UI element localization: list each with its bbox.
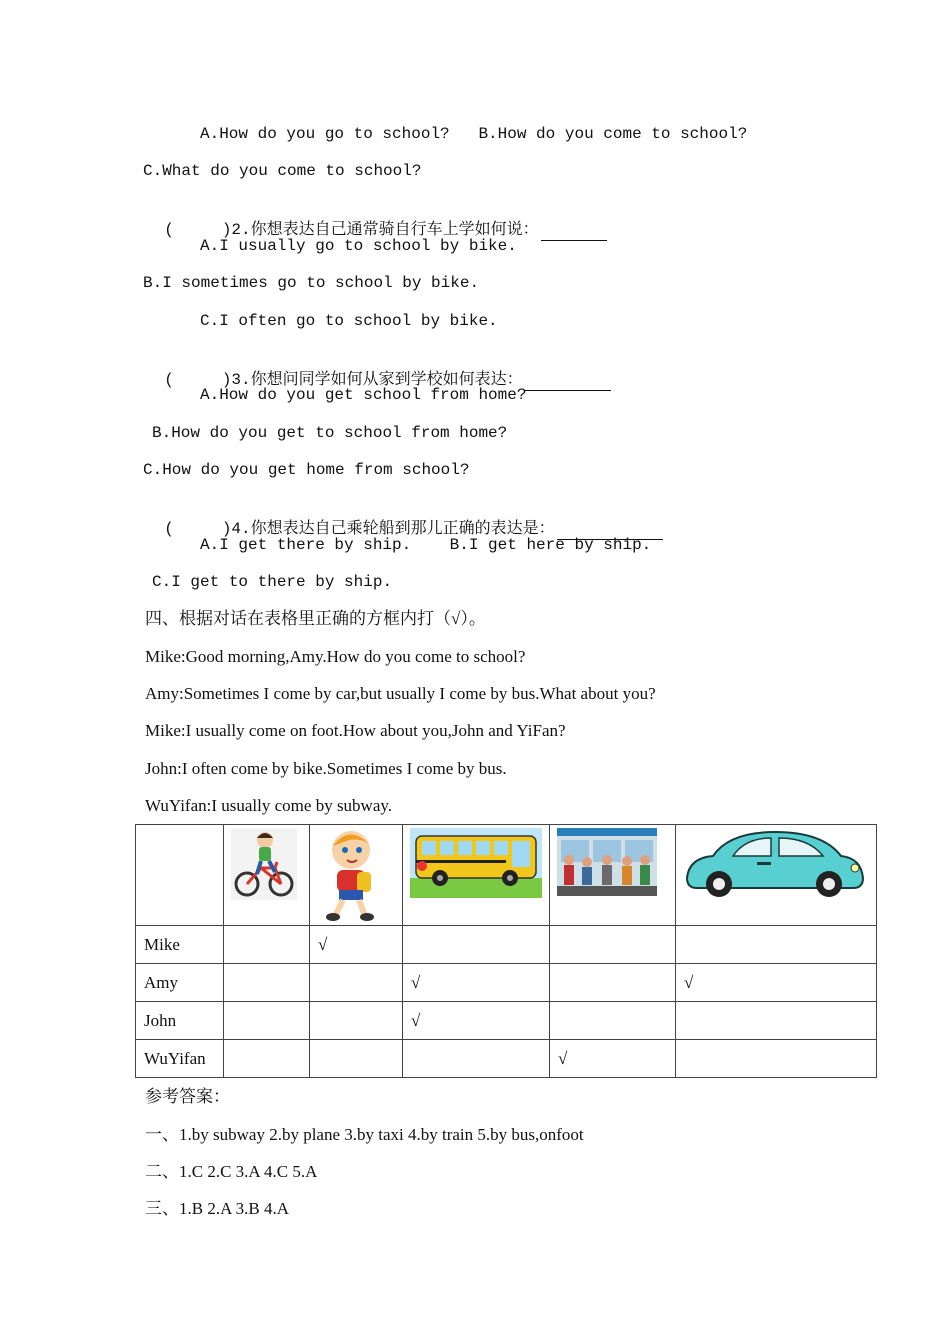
school-bus-icon — [410, 828, 542, 898]
row-name: Amy — [136, 964, 224, 1002]
part4-heading: 四、根据对话在表格里正确的方框内打（√）。 — [145, 609, 486, 628]
check-cell[interactable] — [550, 926, 676, 964]
q4-prompt: ( )4.你想表达自己乘轮船到那儿正确的表达是： — [164, 520, 555, 538]
q2-prompt: ( )2.你想表达自己通常骑自行车上学如何说： — [164, 221, 539, 239]
table-row — [136, 1040, 877, 1078]
check-cell[interactable]: √ — [676, 964, 877, 1002]
check-cell[interactable] — [224, 964, 310, 1002]
corner-cell — [136, 825, 224, 926]
subway-icon — [557, 828, 657, 896]
check-cell[interactable] — [310, 964, 403, 1002]
answers-part3: 三、1.B 2.A 3.B 4.A — [145, 1199, 290, 1218]
q3-prompt: ( )3.你想问同学如何从家到学校如何表达： — [164, 371, 523, 389]
dialogue-line: WuYifan:I usually come by subway. — [145, 796, 393, 815]
check-cell[interactable] — [403, 1040, 550, 1078]
row-name: John — [136, 1002, 224, 1040]
check-cell[interactable] — [224, 1002, 310, 1040]
check-cell[interactable] — [403, 926, 550, 964]
row-name: WuYifan — [136, 1040, 224, 1078]
answers-part1: 一、1.by subway 2.by plane 3.by taxi 4.by train 5.by bus,onfoot — [145, 1125, 584, 1144]
transport-table — [135, 824, 877, 1078]
answer-blank[interactable] — [525, 372, 611, 391]
check-cell[interactable] — [676, 1002, 877, 1040]
q2-option-c: C.I often go to school by bike. — [200, 312, 498, 330]
answers-part2: 二、1.C 2.C 3.A 4.C 5.A — [145, 1162, 318, 1181]
check-cell[interactable] — [310, 1040, 403, 1078]
q2-option-a: A.I usually go to school by bike. — [200, 237, 517, 255]
q1-option-c: C.What do you come to school? — [143, 162, 422, 180]
table-row — [136, 964, 877, 1002]
check-cell[interactable] — [676, 1040, 877, 1078]
answers-title: 参考答案： — [145, 1087, 230, 1106]
q2-option-b: B.I sometimes go to school by bike. — [143, 274, 480, 292]
bike-icon — [231, 828, 297, 900]
check-cell[interactable] — [310, 1002, 403, 1040]
q4-option-c: C.I get to there by ship. — [152, 573, 393, 591]
walking-cell — [310, 825, 403, 926]
table-row — [136, 926, 877, 964]
q3-option-c: C.How do you get home from school? — [143, 461, 470, 479]
check-cell[interactable] — [550, 1002, 676, 1040]
subway-cell — [550, 825, 676, 926]
dialogue-line: Amy:Sometimes I come by car,but usually I come by bus.What about you? — [145, 684, 656, 703]
answer-blank[interactable] — [541, 222, 607, 241]
car-cell — [676, 825, 877, 926]
q4-options-ab: A.I get there by ship. B.I get here by ship. — [200, 536, 652, 554]
check-cell[interactable] — [550, 964, 676, 1002]
dialogue-line: Mike:I usually come on foot.How about you,John and YiFan? — [145, 721, 566, 740]
check-cell[interactable]: √ — [403, 1002, 550, 1040]
check-cell[interactable]: √ — [403, 964, 550, 1002]
check-cell[interactable] — [676, 926, 877, 964]
q3-option-a: A.How do you get school from home? — [200, 386, 527, 404]
dialogue-line: John:I often come by bike.Sometimes I come by bus. — [145, 759, 507, 778]
check-cell[interactable] — [224, 926, 310, 964]
dialogue-line: Mike:Good morning,Amy.How do you come to school? — [145, 647, 526, 666]
bike-cell — [224, 825, 310, 926]
picture-row — [136, 825, 877, 926]
check-cell[interactable] — [224, 1040, 310, 1078]
row-name: Mike — [136, 926, 224, 964]
walking-boy-icon — [317, 828, 381, 922]
check-cell[interactable]: √ — [310, 926, 403, 964]
q1-options-ab: A.How do you go to school? B.How do you come to school? — [200, 125, 748, 143]
car-icon — [683, 828, 867, 900]
table-row — [136, 1002, 877, 1040]
check-cell[interactable]: √ — [550, 1040, 676, 1078]
bus-cell — [403, 825, 550, 926]
q3-option-b: B.How do you get to school from home? — [152, 424, 508, 442]
